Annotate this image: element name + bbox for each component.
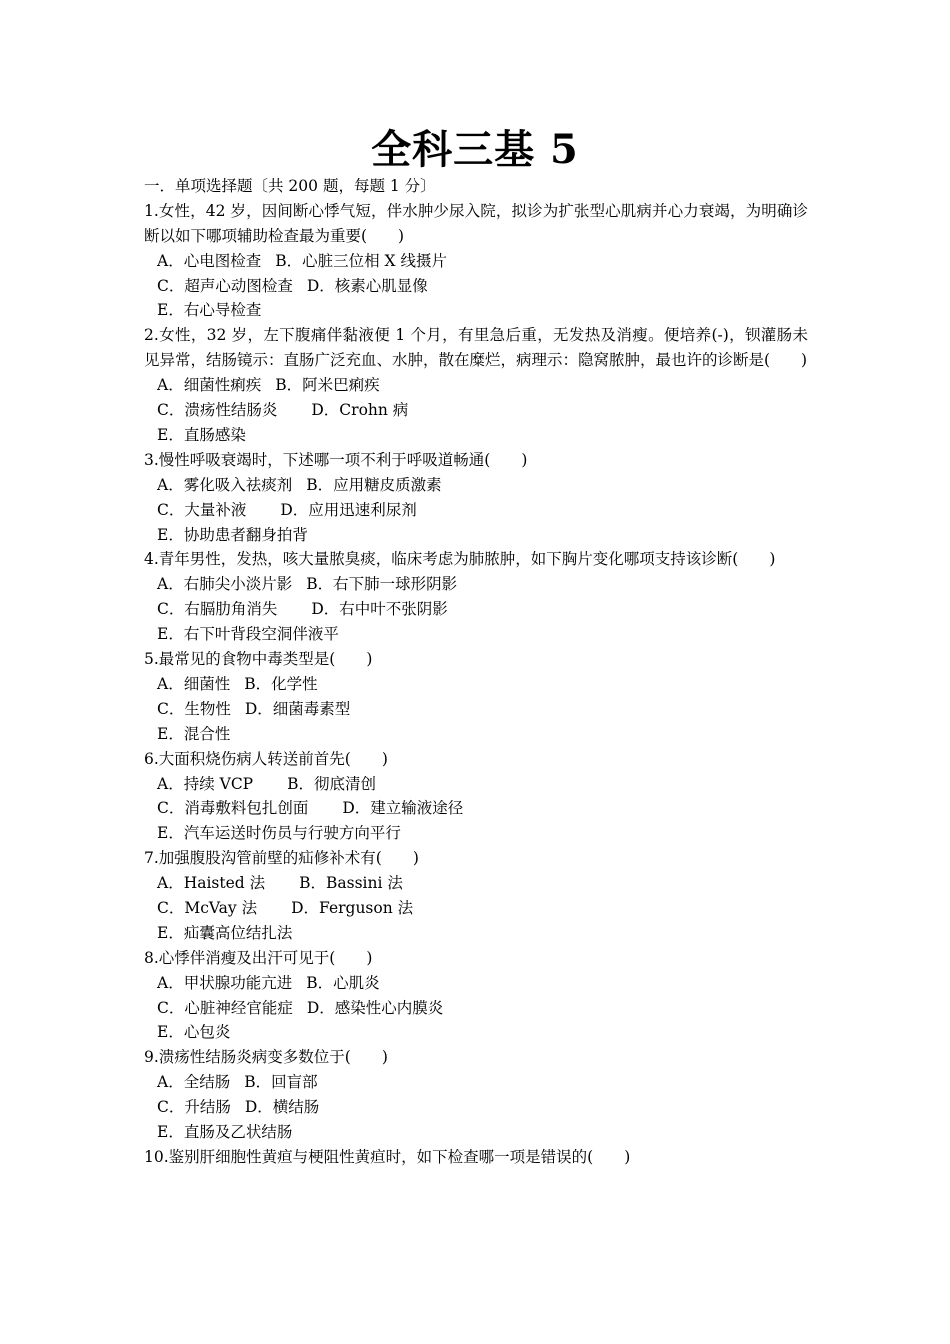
option-b: B．应用糖皮质激素: [306, 475, 442, 494]
option-a: A．甲状腺功能亢进: [157, 973, 293, 992]
option-a: A．细菌性痢疾: [157, 376, 262, 395]
option-row: [144, 672, 808, 697]
option-b: B．心肌炎: [306, 973, 380, 992]
question-stem: 6.大面积烧伤病人转送前首先( ): [144, 749, 388, 768]
option-d: D．应用迅速利尿剂: [280, 500, 417, 519]
option-c: C．超声心动图检查: [157, 276, 293, 295]
option-a: A．右肺尖小淡片影: [157, 575, 293, 594]
option-c: C．溃疡性结肠炎: [157, 401, 278, 420]
question-stem: 9.溃疡性结肠炎病变多数位于( ): [144, 1048, 388, 1067]
option-row: [144, 1070, 808, 1095]
option-row: [144, 423, 808, 448]
option-e: E．协助患者翻身拍背: [157, 525, 308, 544]
option-b: B．Bassini 法: [299, 874, 403, 893]
option-row: [144, 871, 808, 896]
option-d: D．感染性心内膜炎: [306, 998, 444, 1017]
option-a: A．雾化吸入祛痰剂: [157, 475, 293, 494]
question-stem: 3.慢性呼吸衰竭时，下述哪一项不利于呼吸道畅通( ): [144, 450, 528, 469]
option-e: E．疝囊高位结扎法: [157, 923, 293, 942]
option-row: [144, 523, 808, 548]
option-c: C．McVay 法: [157, 898, 258, 917]
option-row: [144, 373, 808, 398]
option-b: B．阿米巴痢疾: [275, 376, 380, 395]
option-row: [144, 249, 808, 274]
option-row: [144, 722, 808, 747]
question-stem: 4.青年男性，发热，咳大量脓臭痰，临床考虑为肺脓肿，如下胸片变化哪项支持该诊断( ): [144, 550, 776, 569]
option-c: C．右膈肋角消失: [157, 600, 278, 619]
option-row: [144, 697, 808, 722]
option-row: [144, 772, 808, 797]
option-row: [144, 971, 808, 996]
option-e: E．混合性: [157, 724, 231, 743]
question-stem: 1.女性，42 岁，因间断心悸气短，伴水肿少尿入院，拟诊为扩张型心肌病并心力衰竭，为明确诊断以如下哪项辅助检查最为重要( ): [144, 201, 808, 245]
option-row: [144, 1020, 808, 1045]
option-a: A．心电图检查: [157, 251, 262, 270]
option-row: [144, 597, 808, 622]
option-d: D．横结肠: [244, 1098, 320, 1117]
option-row: [144, 398, 808, 423]
option-e: E．直肠及乙状结肠: [157, 1123, 293, 1142]
option-c: C．心脏神经官能症: [157, 998, 293, 1017]
option-d: D．细菌毒素型: [244, 699, 351, 718]
option-row: [144, 996, 808, 1021]
option-a: A．持续 VCP: [157, 774, 254, 793]
option-row: [144, 298, 808, 323]
option-c: C．生物性: [157, 699, 231, 718]
option-b: B．右下肺一球形阴影: [306, 575, 458, 594]
option-a: A．Haisted 法: [157, 874, 266, 893]
option-d: D．Ferguson 法: [291, 898, 414, 917]
option-row: [144, 1095, 808, 1120]
option-b: B．彻底清创: [287, 774, 377, 793]
option-row: [144, 896, 808, 921]
option-d: D．右中叶不张阴影: [311, 600, 448, 619]
option-row: [144, 622, 808, 647]
question-stem: 5.最常见的食物中毒类型是( ): [144, 650, 373, 669]
option-d: D．Crohn 病: [311, 401, 409, 420]
option-c: C．消毒敷料包扎创面: [157, 799, 309, 818]
question-stem: 8.心悸伴消瘦及出汗可见于( ): [144, 948, 373, 967]
question-stem: 10.鉴别肝细胞性黄疸与梗阻性黄疸时，如下检查哪一项是错误的( ): [144, 1147, 631, 1166]
option-b: B．心脏三位相 X 线摄片: [275, 251, 447, 270]
option-row: [144, 498, 808, 523]
option-d: D．建立输液途径: [342, 799, 464, 818]
section-heading: 一．单项选择题〔共 200 题，每题 1 分〕: [144, 177, 436, 195]
option-e: E．右心导检查: [157, 301, 262, 320]
option-row: [144, 921, 808, 946]
option-c: C．升结肠: [157, 1098, 231, 1117]
question-stem: 7.加强腹股沟管前壁的疝修补术有( ): [144, 849, 419, 868]
option-row: [144, 1120, 808, 1145]
option-e: E．心包炎: [157, 1023, 231, 1042]
option-d: D．核素心肌显像: [306, 276, 428, 295]
option-b: B．化学性: [244, 674, 318, 693]
option-a: A．细菌性: [157, 674, 231, 693]
option-b: B．回盲部: [244, 1073, 318, 1092]
question-stem: 2.女性，32 岁，左下腹痛伴黏液便 1 个月，有里急后重，无发热及消瘦。便培养(-)，钡灌肠未见异常，结肠镜示：直肠广泛充血、水肿，散在糜烂，病理示：隐窝脓肿，最也许的诊断是( ): [144, 326, 808, 370]
document-body: [144, 174, 808, 1170]
option-row: [144, 473, 808, 498]
option-a: A．全结肠: [157, 1073, 231, 1092]
option-c: C．大量补液: [157, 500, 247, 519]
option-row: [144, 572, 808, 597]
option-row: [144, 821, 808, 846]
option-row: [144, 796, 808, 821]
option-row: [144, 274, 808, 299]
option-e: E．右下叶背段空洞伴液平: [157, 625, 339, 644]
option-e: E．直肠感染: [157, 425, 246, 444]
option-e: E．汽车运送时伤员与行驶方向平行: [157, 824, 401, 843]
document-title: 全科三基 5: [371, 126, 579, 173]
